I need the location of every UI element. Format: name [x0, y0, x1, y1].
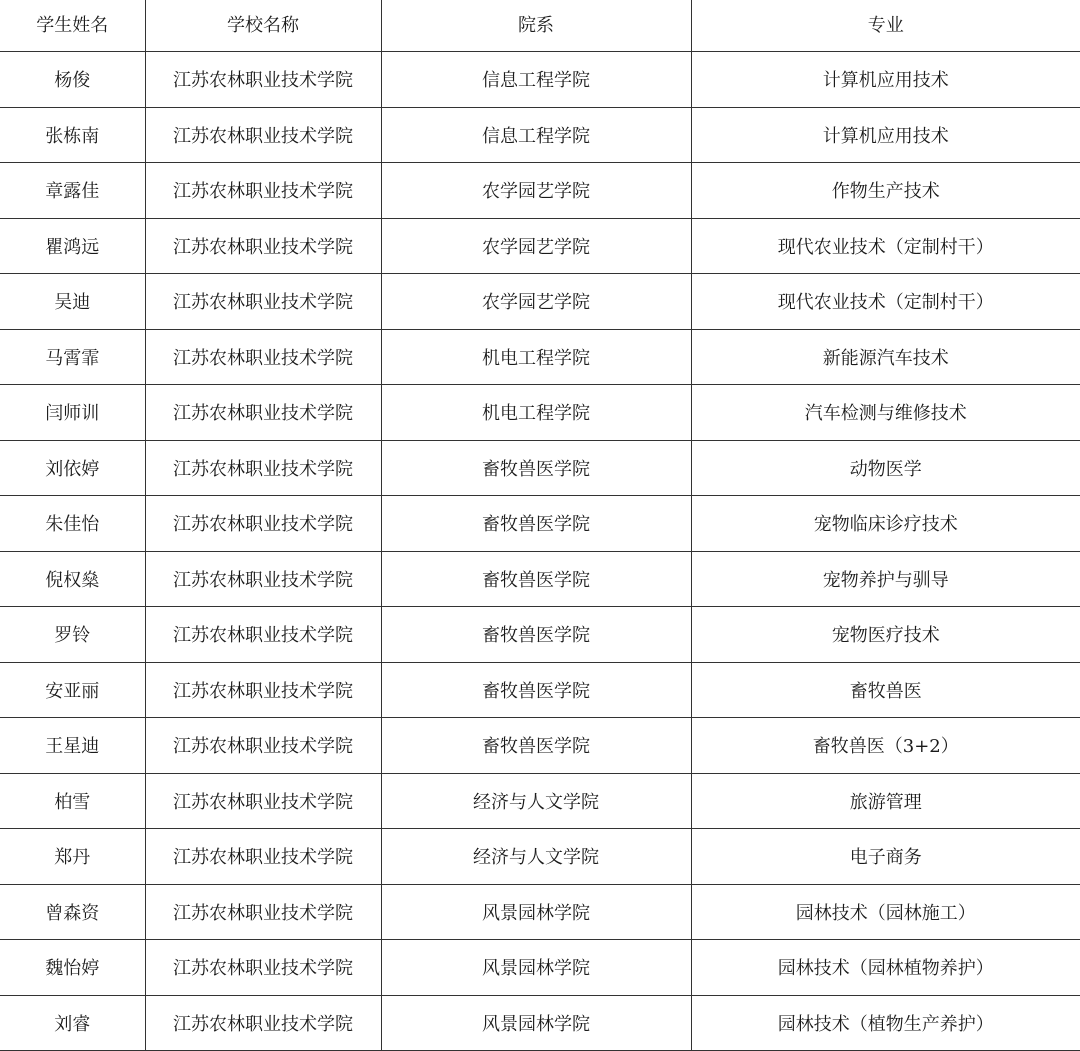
- cell-school-name: 江苏农林职业技术学院: [145, 884, 381, 940]
- cell-department: 畜牧兽医学院: [381, 662, 691, 718]
- table-row: [0, 329, 1080, 385]
- table-row: [0, 884, 1080, 940]
- cell-major: 宠物医疗技术: [691, 607, 1080, 663]
- header-major: 专业: [691, 0, 1080, 52]
- cell-student-name: 郑丹: [0, 829, 145, 885]
- cell-department: 畜牧兽医学院: [381, 607, 691, 663]
- table-row: [0, 107, 1080, 163]
- table-row: [0, 440, 1080, 496]
- cell-student-name: 吴迪: [0, 274, 145, 330]
- cell-school-name: 江苏农林职业技术学院: [145, 829, 381, 885]
- header-row: [0, 0, 1080, 52]
- cell-department: 农学园艺学院: [381, 274, 691, 330]
- table-body: [0, 52, 1080, 1051]
- cell-major: 旅游管理: [691, 773, 1080, 829]
- table-row: [0, 607, 1080, 663]
- cell-department: 畜牧兽医学院: [381, 718, 691, 774]
- cell-department: 机电工程学院: [381, 385, 691, 441]
- cell-department: 信息工程学院: [381, 52, 691, 108]
- cell-student-name: 柏雪: [0, 773, 145, 829]
- header-student-name: 学生姓名: [0, 0, 145, 52]
- cell-major: 现代农业技术（定制村干）: [691, 218, 1080, 274]
- table-row: [0, 662, 1080, 718]
- cell-department: 经济与人文学院: [381, 773, 691, 829]
- cell-department: 机电工程学院: [381, 329, 691, 385]
- cell-student-name: 刘依婷: [0, 440, 145, 496]
- table-header: [0, 0, 1080, 52]
- cell-major: 作物生产技术: [691, 163, 1080, 219]
- cell-school-name: 江苏农林职业技术学院: [145, 607, 381, 663]
- table-row: [0, 940, 1080, 996]
- table-row: [0, 274, 1080, 330]
- cell-school-name: 江苏农林职业技术学院: [145, 385, 381, 441]
- cell-school-name: 江苏农林职业技术学院: [145, 218, 381, 274]
- cell-school-name: 江苏农林职业技术学院: [145, 329, 381, 385]
- cell-major: 电子商务: [691, 829, 1080, 885]
- cell-department: 经济与人文学院: [381, 829, 691, 885]
- table-row: [0, 385, 1080, 441]
- cell-department: 风景园林学院: [381, 940, 691, 996]
- header-school-name: 学校名称: [145, 0, 381, 52]
- cell-major: 园林技术（植物生产养护）: [691, 995, 1080, 1051]
- cell-school-name: 江苏农林职业技术学院: [145, 662, 381, 718]
- cell-student-name: 闫师训: [0, 385, 145, 441]
- cell-student-name: 瞿鸿远: [0, 218, 145, 274]
- cell-department: 农学园艺学院: [381, 218, 691, 274]
- cell-department: 畜牧兽医学院: [381, 440, 691, 496]
- cell-major: 新能源汽车技术: [691, 329, 1080, 385]
- cell-school-name: 江苏农林职业技术学院: [145, 52, 381, 108]
- cell-student-name: 王星迪: [0, 718, 145, 774]
- cell-major: 汽车检测与维修技术: [691, 385, 1080, 441]
- cell-student-name: 马霄霏: [0, 329, 145, 385]
- cell-student-name: 曾森资: [0, 884, 145, 940]
- header-department: 院系: [381, 0, 691, 52]
- cell-department: 农学园艺学院: [381, 163, 691, 219]
- table-row: [0, 995, 1080, 1051]
- cell-major: 畜牧兽医: [691, 662, 1080, 718]
- cell-major: 畜牧兽医（3+2）: [691, 718, 1080, 774]
- cell-major: 宠物临床诊疗技术: [691, 496, 1080, 552]
- cell-major: 宠物养护与驯导: [691, 551, 1080, 607]
- table-row: [0, 52, 1080, 108]
- cell-student-name: 魏怡婷: [0, 940, 145, 996]
- cell-student-name: 罗铃: [0, 607, 145, 663]
- cell-department: 信息工程学院: [381, 107, 691, 163]
- cell-department: 畜牧兽医学院: [381, 496, 691, 552]
- table-row: [0, 218, 1080, 274]
- cell-major: 计算机应用技术: [691, 107, 1080, 163]
- cell-school-name: 江苏农林职业技术学院: [145, 995, 381, 1051]
- cell-student-name: 刘睿: [0, 995, 145, 1051]
- cell-school-name: 江苏农林职业技术学院: [145, 940, 381, 996]
- cell-major: 动物医学: [691, 440, 1080, 496]
- table-row: [0, 163, 1080, 219]
- cell-school-name: 江苏农林职业技术学院: [145, 496, 381, 552]
- cell-school-name: 江苏农林职业技术学院: [145, 163, 381, 219]
- table-row: [0, 718, 1080, 774]
- cell-school-name: 江苏农林职业技术学院: [145, 107, 381, 163]
- cell-school-name: 江苏农林职业技术学院: [145, 773, 381, 829]
- cell-school-name: 江苏农林职业技术学院: [145, 551, 381, 607]
- cell-department: 畜牧兽医学院: [381, 551, 691, 607]
- cell-school-name: 江苏农林职业技术学院: [145, 274, 381, 330]
- cell-major: 现代农业技术（定制村干）: [691, 274, 1080, 330]
- cell-student-name: 倪权燊: [0, 551, 145, 607]
- cell-student-name: 朱佳怡: [0, 496, 145, 552]
- cell-major: 计算机应用技术: [691, 52, 1080, 108]
- cell-major: 园林技术（园林施工）: [691, 884, 1080, 940]
- cell-department: 风景园林学院: [381, 884, 691, 940]
- cell-student-name: 章露佳: [0, 163, 145, 219]
- cell-student-name: 安亚丽: [0, 662, 145, 718]
- cell-department: 风景园林学院: [381, 995, 691, 1051]
- cell-school-name: 江苏农林职业技术学院: [145, 440, 381, 496]
- table-row: [0, 496, 1080, 552]
- table-row: [0, 551, 1080, 607]
- cell-student-name: 杨俊: [0, 52, 145, 108]
- table-row: [0, 773, 1080, 829]
- cell-student-name: 张栋南: [0, 107, 145, 163]
- cell-school-name: 江苏农林职业技术学院: [145, 718, 381, 774]
- table-row: [0, 829, 1080, 885]
- cell-major: 园林技术（园林植物养护）: [691, 940, 1080, 996]
